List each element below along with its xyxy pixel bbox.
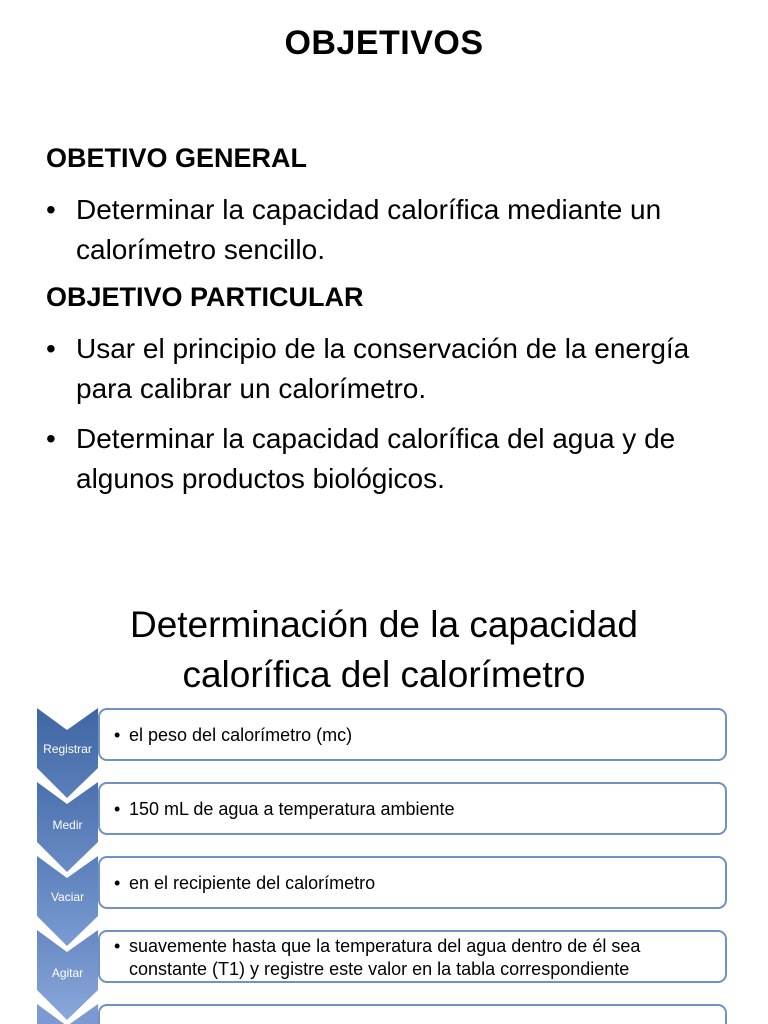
step-text: el peso del calorímetro (mc)	[129, 725, 353, 745]
particular-objective-bullet-2	[46, 419, 726, 499]
bullet-text: Determinar la capacidad calorífica del agua y de algunos productos biológicos.	[76, 423, 676, 494]
bullet-glyph: •	[46, 194, 56, 225]
bullet-glyph: •	[114, 725, 121, 745]
step-label: Medir	[52, 818, 83, 832]
slide-title: OBJETIVOS	[284, 24, 484, 62]
bullet-glyph: •	[114, 799, 121, 819]
step-bullet	[114, 872, 715, 895]
bullet-glyph: •	[114, 936, 121, 956]
step-next-partial	[37, 1004, 731, 1024]
general-objective-bullet	[46, 190, 726, 270]
step-label: Vaciar	[50, 890, 85, 904]
step-box	[98, 930, 727, 983]
general-objective-heading: OBETIVO GENERAL	[46, 143, 308, 173]
step-box	[98, 1004, 727, 1024]
step-box	[98, 708, 727, 761]
particular-objective-heading: OBJETIVO PARTICULAR	[46, 282, 364, 312]
step-box	[98, 782, 727, 835]
bullet-text: Usar el principio de la conservación de la energía para calibrar un calorímetro.	[76, 333, 690, 404]
title-line-1: Determinación de la capacidad	[129, 604, 639, 645]
particular-objective-bullet-1	[46, 329, 726, 409]
step-label: Agitar	[51, 966, 84, 980]
slide-procedimiento	[0, 560, 768, 1024]
chevron-shape	[37, 1004, 98, 1024]
step-label: Registrar	[43, 742, 92, 756]
bullet-text: Determinar la capacidad calorífica mediante un calorímetro sencillo.	[76, 194, 662, 265]
slide-title	[0, 600, 768, 700]
step-box	[98, 856, 727, 909]
step-text: suavemente hasta que la temperatura del agua dentro de él sea constante (T1) y registre este valor en la tabla correspondiente	[129, 936, 641, 979]
step-bullet	[114, 724, 715, 747]
step-bullet	[114, 935, 715, 981]
step-text: 150 mL de agua a temperatura ambiente	[129, 799, 455, 819]
step-text: en el recipiente del calorímetro	[129, 873, 376, 893]
bullet-glyph: •	[46, 423, 56, 454]
bullet-glyph: •	[114, 873, 121, 893]
bullet-glyph: •	[46, 333, 56, 364]
title-line-2: calorífica del calorímetro	[182, 654, 586, 695]
step-bullet	[114, 798, 715, 821]
